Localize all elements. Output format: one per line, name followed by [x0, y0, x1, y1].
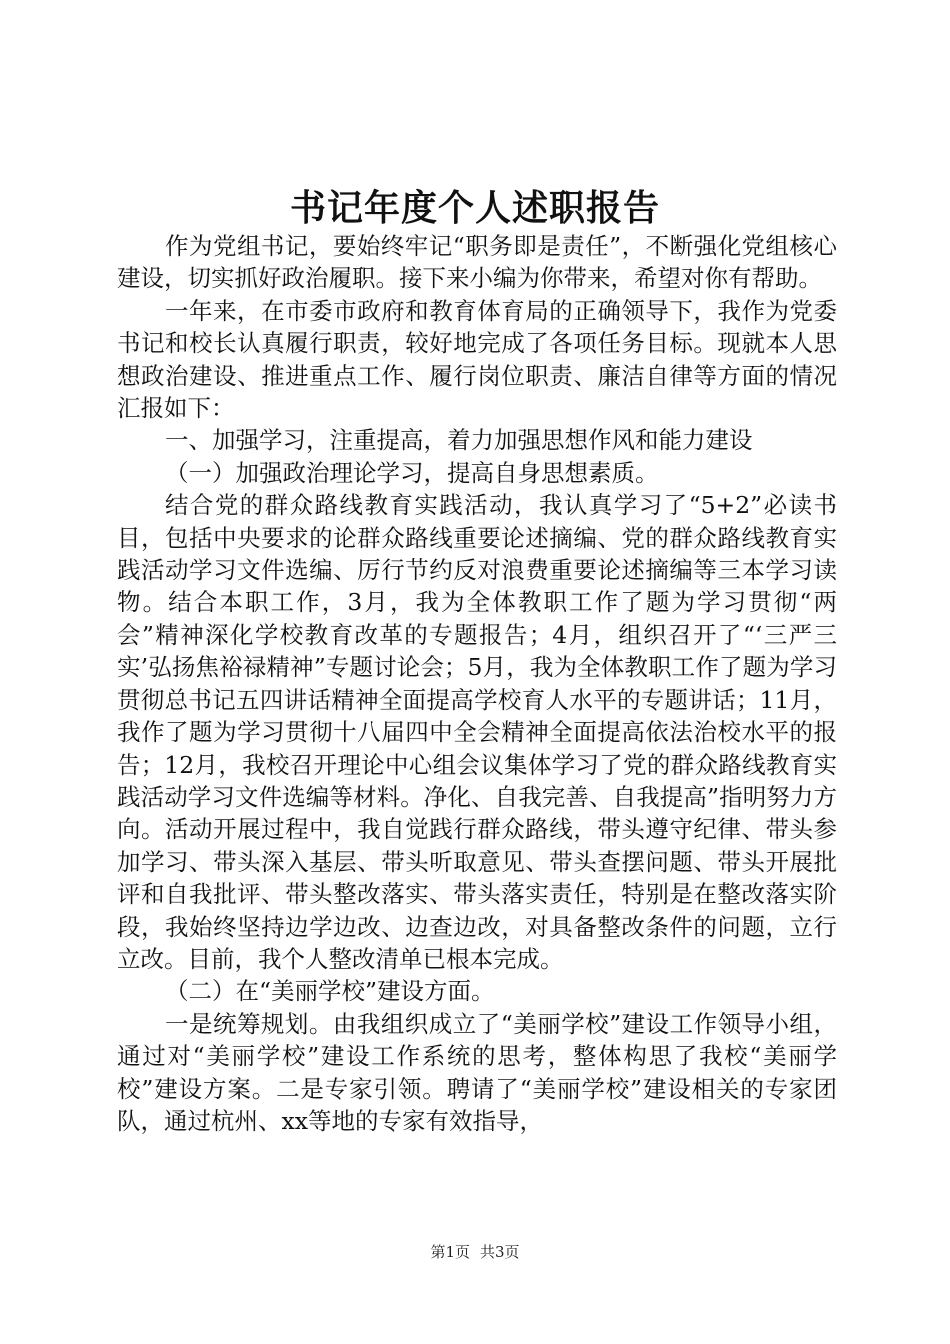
subsection-heading-2: （二）在“美丽学校”建设方面。	[165, 977, 495, 1006]
subsection-heading-1: （一）加强政治理论学习，提高自身思想素质。	[165, 458, 659, 487]
paragraph-intro: 作为党组书记，要始终牢记“职务即是责任”，不断强化党组核心建设，切实抓好政治履职。接下来小编为你带来，希望对你有帮助。	[117, 232, 837, 293]
section-heading-1: 一、加强学习，注重提高，着力加强思想作风和能力建设	[165, 426, 753, 455]
paragraph-beautiful-school: 一是统筹规划。由我组织成立了“美丽学校”建设工作领导小组，通过对“美丽学校”建设工作系统的思考，整体构思了我校“美丽学校”建设方案。二是专家引领。聘请了“美丽学校”建设相关的专家团队，通过杭州、xx等地的专家有效指导，	[117, 1009, 837, 1135]
document-title: 书记年度个人述职报告	[289, 187, 660, 229]
page-footer	[0, 1242, 950, 1262]
document-body	[117, 230, 837, 1137]
page-number: 第1页	[430, 1243, 470, 1261]
page-total: 共3页	[480, 1243, 520, 1261]
paragraph-overview: 一年来，在市委市政府和教育体育局的正确领导下，我作为党委书记和校长认真履行职责，较好地完成了各项任务目标。现就本人思想政治建设、推进重点工作、履行岗位职责、廉洁自律等方面的情况汇报如下：	[117, 296, 837, 423]
paragraph-study: 结合党的群众路线教育实践活动，我认真学习了“5+2”必读书目，包括中央要求的论群众路线重要论述摘编、党的群众路线教育实践活动学习文件选编、厉行节约反对浪费重要论述摘编等三本学习读物。结合本职工作，3月，我为全体教职工作了题为学习贯彻“两会”精神深化学校教育改革的专题报告；4月，组织召开了“‘三严三实’弘扬焦裕禄精神”专题讨论会；5月，我为全体教职工作了题为学习贯彻总书记五四讲话精神全面提高学校育人水平的专题讲话；11月，我作了题为学习贯彻十八届四中全会精神全面提高依法治校水平的报告；12月，我校召开理论中心组会议集体学习了党的群众路线教育实践活动学习文件选编等材料。净化、自我完善、自我提高”指明努力方向。活动开展过程中，我自觉践行群众路线，带头遵守纪律、带头参加学习、带头深入基层、带头听取意见、带头查摆问题、带头开展批评和自我批评、带头整改落实、带头落实责任，特别是在整改落实阶段，我始终坚持边学边改、边查边改，对具备整改条件的问题，立行立改。目前，我个人整改清单已根本完成。	[117, 491, 837, 973]
